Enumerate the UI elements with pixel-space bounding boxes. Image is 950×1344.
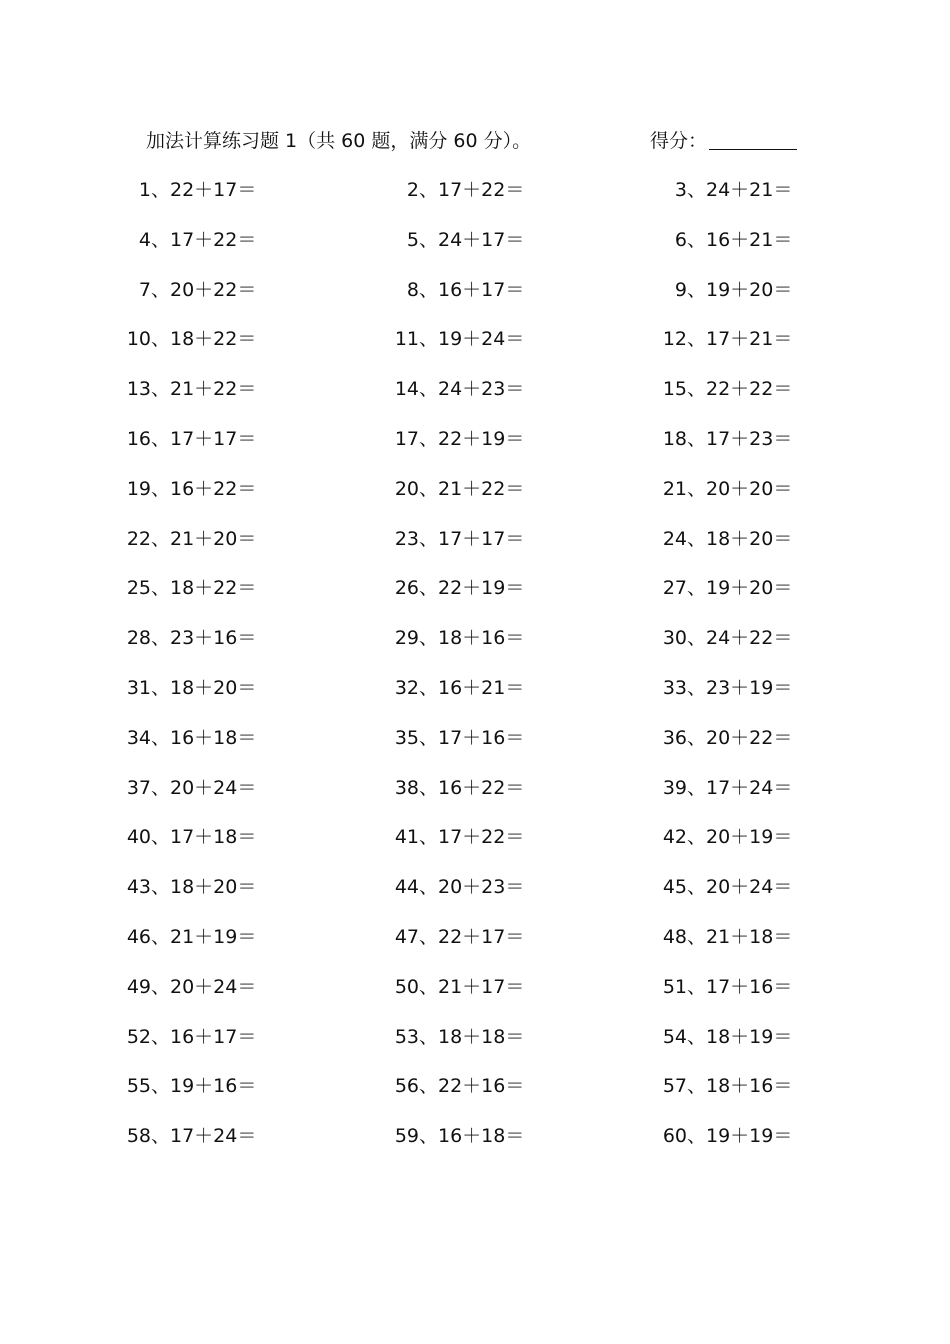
problem-item <box>100 670 260 706</box>
problem-item <box>100 919 260 955</box>
problem-number: 7、 <box>138 278 170 301</box>
problem-number: 41、 <box>394 826 438 849</box>
problem-expression: 17＋22＝ <box>438 179 525 201</box>
problem-item <box>368 1118 528 1154</box>
problem-item <box>100 869 260 905</box>
problem-number: 32、 <box>394 677 438 699</box>
problem-expression: 19＋24＝ <box>438 328 525 351</box>
problem-item <box>100 620 260 656</box>
problem-item <box>100 969 260 1005</box>
problem-number: 27、 <box>662 577 706 600</box>
problem-expression: 24＋23＝ <box>438 378 525 401</box>
problem-item <box>636 770 796 806</box>
problem-number: 5、 <box>406 228 438 251</box>
problem-expression: 17＋22＝ <box>438 826 525 849</box>
problem-item <box>100 720 260 756</box>
problem-number: 36、 <box>662 726 706 749</box>
problem-item <box>636 371 796 407</box>
problem-item <box>636 1019 796 1055</box>
problem-item <box>368 819 528 855</box>
problem-expression: 22＋16＝ <box>438 1075 525 1098</box>
problem-expression: 24＋22＝ <box>706 627 793 650</box>
problem-number: 20、 <box>394 477 438 500</box>
problem-item <box>368 1068 528 1104</box>
problem-item <box>368 172 528 208</box>
problem-number: 35、 <box>394 726 438 749</box>
problem-item <box>636 421 796 457</box>
problem-item <box>636 919 796 955</box>
problem-number: 3、 <box>674 179 706 201</box>
problem-expression: 17＋24＝ <box>706 776 793 799</box>
problem-expression: 20＋22＝ <box>706 726 793 749</box>
problem-expression: 16＋22＝ <box>438 776 525 799</box>
problem-expression: 18＋20＝ <box>170 677 257 699</box>
problem-item <box>636 222 796 258</box>
problem-expression: 20＋19＝ <box>706 826 793 849</box>
problem-number: 13、 <box>126 378 170 401</box>
problem-number: 48、 <box>662 926 706 948</box>
problem-number: 59、 <box>394 1125 438 1148</box>
problem-expression: 18＋16＝ <box>438 627 525 650</box>
problem-number: 25、 <box>126 577 170 600</box>
problem-item <box>100 272 260 308</box>
problem-expression: 21＋18＝ <box>706 926 793 948</box>
problem-number: 28、 <box>126 627 170 650</box>
problem-expression: 17＋22＝ <box>170 228 257 251</box>
problem-number: 30、 <box>662 627 706 650</box>
problem-expression: 16＋21＝ <box>438 677 525 699</box>
problem-expression: 22＋17＝ <box>438 926 525 948</box>
problem-number: 23、 <box>394 527 438 550</box>
problem-item <box>368 969 528 1005</box>
problem-number: 54、 <box>662 1025 706 1048</box>
problem-number: 42、 <box>662 826 706 849</box>
problem-expression: 23＋16＝ <box>170 627 257 650</box>
problem-number: 15、 <box>662 378 706 401</box>
problem-number: 40、 <box>126 826 170 849</box>
problem-item <box>636 521 796 557</box>
score-label: 得分： <box>650 130 708 152</box>
problem-item <box>636 869 796 905</box>
problem-number: 53、 <box>394 1025 438 1048</box>
problem-item <box>636 720 796 756</box>
problem-expression: 17＋17＝ <box>438 527 525 550</box>
problem-number: 56、 <box>394 1075 438 1098</box>
problem-expression: 18＋19＝ <box>706 1025 793 1048</box>
problem-item <box>368 471 528 507</box>
problem-item <box>100 172 260 208</box>
problem-number: 19、 <box>126 477 170 500</box>
problem-item <box>100 1068 260 1104</box>
problem-item <box>368 570 528 606</box>
problem-item <box>100 421 260 457</box>
problem-number: 47、 <box>394 926 438 948</box>
problem-number: 44、 <box>394 876 438 899</box>
problem-item <box>100 471 260 507</box>
problem-number: 11、 <box>394 328 438 351</box>
problem-number: 21、 <box>662 477 706 500</box>
problem-number: 17、 <box>394 428 438 450</box>
problem-expression: 16＋18＝ <box>438 1125 525 1148</box>
problem-expression: 20＋22＝ <box>170 278 257 301</box>
problem-number: 51、 <box>662 975 706 998</box>
problem-item <box>100 521 260 557</box>
problem-expression: 17＋23＝ <box>706 428 793 450</box>
problem-number: 1、 <box>138 179 170 201</box>
problem-expression: 20＋23＝ <box>438 876 525 899</box>
problem-item <box>636 620 796 656</box>
worksheet-title: 加法计算练习题 1（共 60 题，满分 60 分）。 <box>146 130 532 152</box>
problem-number: 37、 <box>126 776 170 799</box>
problem-number: 52、 <box>126 1025 170 1048</box>
problem-expression: 18＋20＝ <box>706 527 793 550</box>
problem-number: 39、 <box>662 776 706 799</box>
problem-expression: 16＋18＝ <box>170 726 257 749</box>
score-field <box>650 126 797 156</box>
problem-item <box>368 321 528 357</box>
problem-number: 34、 <box>126 726 170 749</box>
problem-expression: 16＋17＝ <box>438 278 525 301</box>
problem-expression: 22＋19＝ <box>438 428 525 450</box>
problem-number: 9、 <box>674 278 706 301</box>
problem-number: 57、 <box>662 1075 706 1098</box>
problem-item <box>368 770 528 806</box>
problem-number: 6、 <box>674 228 706 251</box>
problem-expression: 16＋21＝ <box>706 228 793 251</box>
problem-item <box>368 1019 528 1055</box>
problem-expression: 20＋20＝ <box>706 477 793 500</box>
problem-expression: 24＋17＝ <box>438 228 525 251</box>
problem-item <box>100 819 260 855</box>
problem-expression: 20＋24＝ <box>170 776 257 799</box>
problem-number: 46、 <box>126 926 170 948</box>
problem-number: 22、 <box>126 527 170 550</box>
problem-item <box>636 969 796 1005</box>
problem-item <box>636 819 796 855</box>
problem-number: 60、 <box>662 1125 706 1148</box>
problem-item <box>368 720 528 756</box>
problem-expression: 21＋22＝ <box>438 477 525 500</box>
problem-expression: 16＋17＝ <box>170 1025 257 1048</box>
problem-number: 8、 <box>406 278 438 301</box>
problem-item <box>100 321 260 357</box>
problem-item <box>636 471 796 507</box>
problem-number: 58、 <box>126 1125 170 1148</box>
problem-item <box>368 670 528 706</box>
problem-item <box>100 1118 260 1154</box>
problem-number: 18、 <box>662 428 706 450</box>
problem-expression: 17＋21＝ <box>706 328 793 351</box>
worksheet-header <box>146 126 816 156</box>
problem-number: 50、 <box>394 975 438 998</box>
problem-item <box>100 222 260 258</box>
problem-item <box>636 670 796 706</box>
problem-item <box>368 521 528 557</box>
problem-item <box>368 421 528 457</box>
problem-item <box>636 1118 796 1154</box>
problem-expression: 20＋24＝ <box>706 876 793 899</box>
problem-item <box>368 919 528 955</box>
problem-expression: 24＋21＝ <box>706 179 793 201</box>
problem-number: 2、 <box>406 179 438 201</box>
problem-expression: 20＋24＝ <box>170 975 257 998</box>
problem-number: 14、 <box>394 378 438 401</box>
problem-item <box>636 321 796 357</box>
problem-item <box>636 172 796 208</box>
problem-item <box>368 869 528 905</box>
problem-expression: 17＋24＝ <box>170 1125 257 1148</box>
problem-number: 26、 <box>394 577 438 600</box>
problem-expression: 21＋22＝ <box>170 378 257 401</box>
problem-number: 49、 <box>126 975 170 998</box>
problem-item <box>368 272 528 308</box>
problem-expression: 19＋20＝ <box>706 577 793 600</box>
problem-number: 16、 <box>126 428 170 450</box>
problem-expression: 21＋20＝ <box>170 527 257 550</box>
score-blank-line <box>709 129 797 150</box>
problem-expression: 16＋22＝ <box>170 477 257 500</box>
problem-item <box>100 570 260 606</box>
problem-expression: 19＋16＝ <box>170 1075 257 1098</box>
problem-number: 38、 <box>394 776 438 799</box>
problem-expression: 19＋20＝ <box>706 278 793 301</box>
problem-expression: 22＋17＝ <box>170 179 257 201</box>
problem-item <box>368 371 528 407</box>
problem-expression: 18＋22＝ <box>170 328 257 351</box>
problem-expression: 18＋18＝ <box>438 1025 525 1048</box>
problem-expression: 17＋18＝ <box>170 826 257 849</box>
problem-item <box>100 770 260 806</box>
problem-item <box>368 620 528 656</box>
problem-number: 12、 <box>662 328 706 351</box>
problem-item <box>100 1019 260 1055</box>
problem-expression: 17＋16＝ <box>706 975 793 998</box>
problem-item <box>100 371 260 407</box>
problem-item <box>636 272 796 308</box>
problem-number: 31、 <box>126 677 170 699</box>
problem-expression: 17＋16＝ <box>438 726 525 749</box>
problem-expression: 21＋17＝ <box>438 975 525 998</box>
problem-number: 29、 <box>394 627 438 650</box>
problem-number: 55、 <box>126 1075 170 1098</box>
problem-expression: 22＋19＝ <box>438 577 525 600</box>
problem-item <box>636 570 796 606</box>
problem-number: 43、 <box>126 876 170 899</box>
problem-expression: 18＋16＝ <box>706 1075 793 1098</box>
problem-number: 10、 <box>126 328 170 351</box>
problem-expression: 18＋20＝ <box>170 876 257 899</box>
problem-expression: 19＋19＝ <box>706 1125 793 1148</box>
problem-item <box>368 222 528 258</box>
problem-expression: 18＋22＝ <box>170 577 257 600</box>
problem-number: 33、 <box>662 677 706 699</box>
problem-expression: 21＋19＝ <box>170 926 257 948</box>
problem-expression: 23＋19＝ <box>706 677 793 699</box>
problem-number: 4、 <box>138 228 170 251</box>
problem-item <box>636 1068 796 1104</box>
problem-expression: 22＋22＝ <box>706 378 793 401</box>
problem-expression: 17＋17＝ <box>170 428 257 450</box>
problem-number: 45、 <box>662 876 706 899</box>
problem-number: 24、 <box>662 527 706 550</box>
